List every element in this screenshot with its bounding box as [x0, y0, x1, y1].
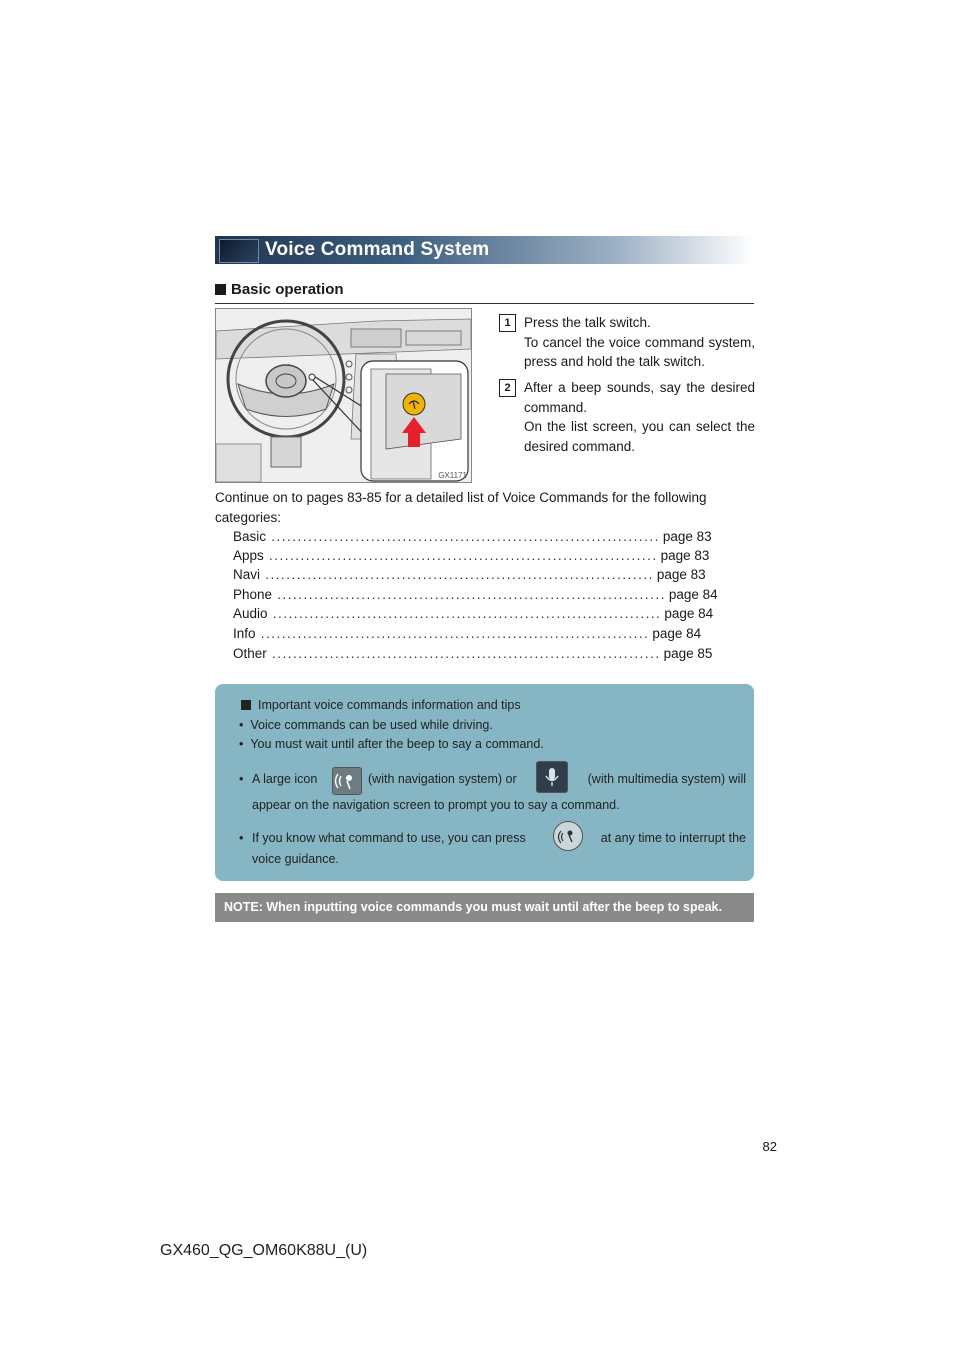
basic-operation-heading: Basic operation — [215, 281, 754, 304]
section-header — [215, 236, 754, 264]
category-other: Other .......................................................................... page 85 — [233, 646, 713, 661]
step-number-2: 2 — [499, 379, 516, 397]
step-1-line-1: Press the talk switch. — [524, 315, 651, 330]
tip-item-3-bullet: • — [239, 772, 244, 786]
tip-item-2: • You must wait until after the beep to say a command. — [239, 737, 544, 751]
step-2 — [499, 378, 755, 458]
page-number: 82 — [762, 1139, 777, 1154]
tip-item-3-text-c: (with multimedia system) will — [587, 772, 746, 786]
tips-heading: Important voice commands information and tips — [241, 698, 521, 712]
category-apps: Apps .......................................................................... page 83 — [233, 548, 710, 563]
tip-item-4-text-a: If you know what command to use, you can press — [252, 831, 526, 845]
tip-item-4-bullet: • — [239, 831, 244, 845]
square-bullet-icon — [241, 700, 251, 710]
tip-item-3-text-a: A large icon — [252, 772, 318, 786]
illustration-code: GX1171 — [438, 471, 467, 480]
talk-switch-icon — [553, 821, 583, 851]
step-number-1: 1 — [499, 314, 516, 332]
step-1 — [499, 313, 755, 375]
category-audio: Audio .......................................................................... page 84 — [233, 606, 714, 621]
category-basic: Basic .......................................................................... page 83 — [233, 529, 712, 544]
category-navi: Navi .......................................................................... page 83 — [233, 567, 706, 582]
tips-box — [215, 684, 754, 881]
note-bar: NOTE: When inputting voice commands you must wait until after the beep to speak. — [215, 893, 754, 922]
step-2-line-1: After a beep sounds, say the desired command. — [524, 380, 755, 415]
category-phone: Phone .......................................................................... page 84 — [233, 587, 718, 602]
document-code: GX460_QG_OM60K88U_(U) — [160, 1242, 368, 1259]
category-info: Info .......................................................................... page 84 — [233, 626, 702, 641]
microphone-icon — [536, 761, 568, 793]
tip-item-3-text-d: appear on the navigation screen to prompt you to say a command. — [252, 798, 620, 812]
section-thumbnail — [219, 239, 259, 263]
tip-item-1: • Voice commands can be used while driving. — [239, 718, 493, 732]
tip-item-3-text-b: (with navigation system) or — [368, 772, 517, 786]
navigation-voice-icon — [332, 767, 362, 795]
continue-text: Continue on to pages 83-85 for a detailed list of Voice Commands for the following categories: — [215, 490, 707, 525]
square-bullet-icon — [215, 284, 226, 295]
section-title: Voice Command System — [265, 239, 490, 260]
tip-item-4-text-b: at any time to interrupt the — [600, 831, 746, 845]
tip-item-4-text-c: voice guidance. — [252, 852, 339, 866]
step-2-line-2: On the list screen, you can select the desired command. — [524, 419, 755, 454]
step-1-line-2: To cancel the voice command system, press and hold the talk switch. — [524, 334, 755, 369]
dashboard-illustration — [215, 308, 472, 483]
steering-wheel-illustration — [216, 309, 471, 482]
